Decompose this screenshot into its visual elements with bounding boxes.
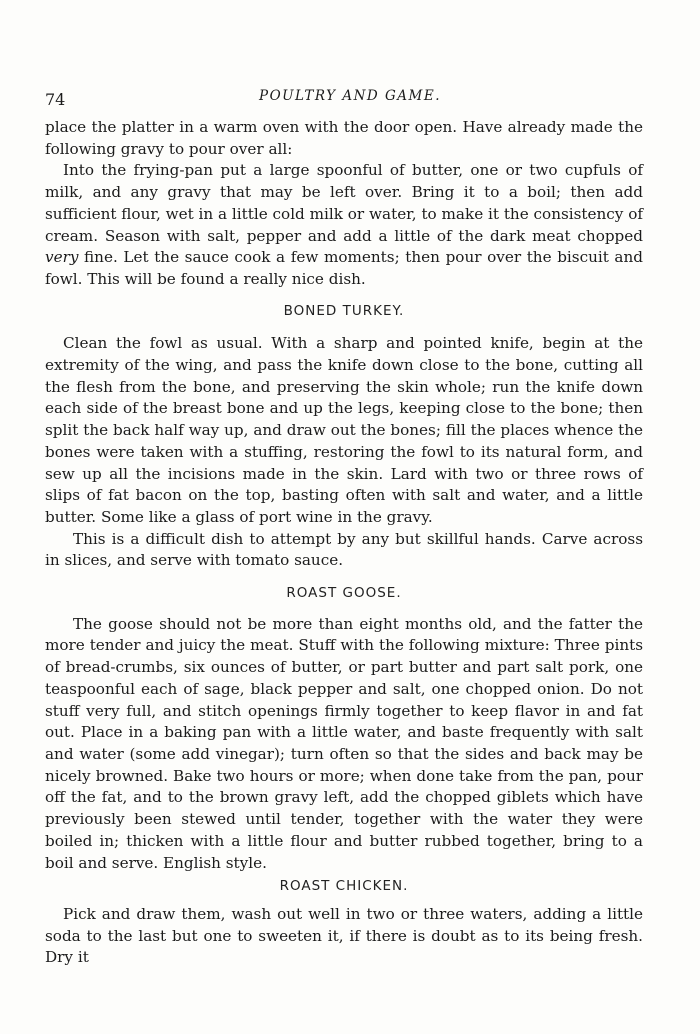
gravy-text-end: fine. Let the sauce cook a few moments; then pour over the biscuit and fowl. This will be found a really nice dish. — [45, 248, 643, 288]
roast-chicken-paragraph: Pick and draw them, wash out well in two or three waters, adding a little soda to the last but one to sweeten it, if there is doubt as to its being fresh. Dry it — [45, 904, 643, 967]
boned-turkey-paragraph-2: This is a difficult dish to attempt by any but skillful hands. Carve across in slices, and serve with tomato sauce. — [45, 529, 643, 570]
boned-turkey-paragraph-1: Clean the fowl as usual. With a sharp and pointed knife, begin at the extremity of the wing, and pass the knife down close to the bone, cutting all the flesh from the bone, and preserving the skin whole; run the knife down each side of the breast bone and up the legs, keeping close to the bone; then split the back half way up, and draw out the bones; fill the places whence the bones were taken with a stuffing, restoring the fowl to its natural form, and sew up all the incisions made in the skin. Lard with two or three rows of slips of fat bacon on the top, basting often with salt and water, and a little butter. Some like a glass of port wine in the gravy. — [45, 334, 643, 526]
page-number: 74 — [45, 90, 66, 109]
gravy-text-start: Into the frying-pan put a large spoonful of butter, one or two cupfuls of milk, and any gravy that may be left over. Bring it to a boil; then add sufficient flour, wet in a little cold milk or water, to make it the consistency of cream. Season with salt, pepper and add a little of the dark meat chopped — [45, 161, 643, 245]
section-heading-roast-chicken: ROAST CHICKEN. — [279, 878, 409, 895]
section-heading-roast-goose: ROAST GOOSE. — [286, 585, 402, 602]
section-heading-boned-turkey: BONED TURKEY. — [283, 302, 405, 319]
roast-goose-paragraph: The goose should not be more than eight months old, and the fatter the more tender and juicy the meat. Stuff with the following mixture: Three pints of bread-crumbs, six ounces of butter, or part butter and part salt pork, one teaspoonful each of sage, black pepper and salt, one chopped onion. Do not stuff very full, and stitch openings firmly together to keep flavor in and fat out. Place in a baking pan with a little water, and baste frequently with salt and water (some add vinegar); turn often so that the sides and back may be nicely browned. Bake two hours or more; when done take from the pan, pour off the fat, and to the brown gravy left, add the chopped giblets which have previously been stewed until tender, together with the water they were boiled in; thicken with a little flour and butter rubbed together, bring to a boil and serve. English style. — [45, 614, 643, 872]
page-body — [45, 117, 643, 969]
gravy-paragraph — [45, 160, 643, 290]
running-title: POULTRY AND GAME. — [258, 88, 442, 104]
gravy-text-emphasis: very — [45, 248, 79, 267]
intro-paragraph: place the platter in a warm oven with the door open. Have already made the following gravy to pour over all: — [45, 118, 643, 158]
